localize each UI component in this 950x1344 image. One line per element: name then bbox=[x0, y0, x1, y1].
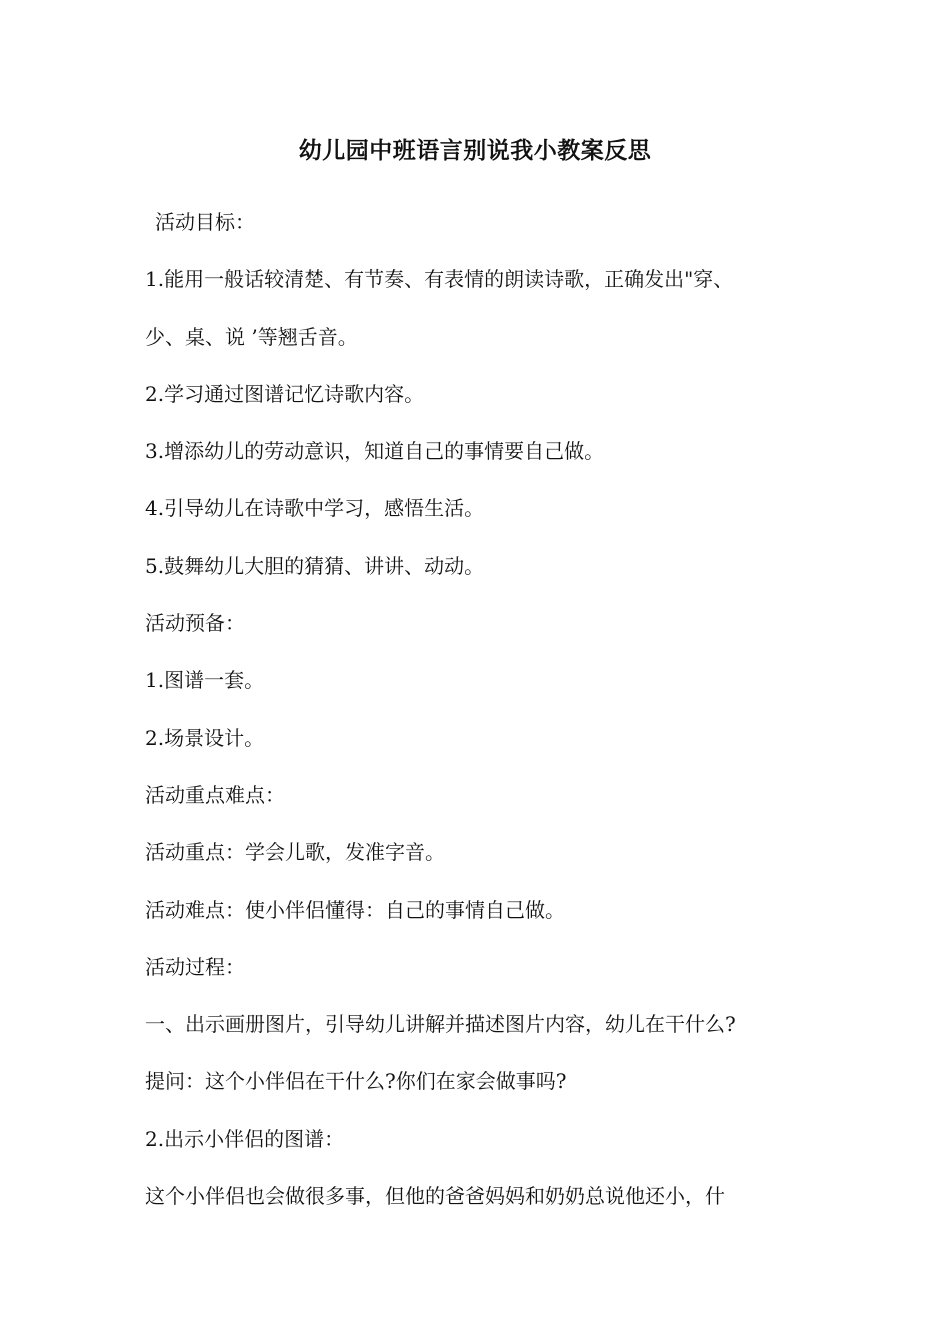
text-line: 1.能用一般话较清楚、有节奏、有表情的朗读诗歌，正确发出"穿、 bbox=[145, 267, 734, 292]
text-line: 活动难点：使小伴侣懂得：自己的事情自己做。 bbox=[145, 897, 565, 922]
document-body bbox=[145, 205, 815, 1236]
text-line: 活动目标： bbox=[155, 210, 255, 234]
text-line: 2.出示小伴侣的图谱： bbox=[145, 1126, 345, 1151]
text-line: 3.增添幼儿的劳动意识，知道自己的事情要自己做。 bbox=[145, 439, 605, 464]
text-line: 5.鼓舞幼儿大胆的猜猜、讲讲、动动。 bbox=[145, 553, 485, 578]
text-line: 活动预备： bbox=[145, 611, 245, 636]
text-line: 2.学习通过图谱记忆诗歌内容。 bbox=[145, 381, 425, 406]
text-line: 4.引导幼儿在诗歌中学习，感悟生活。 bbox=[145, 496, 485, 521]
text-line: 活动重点难点： bbox=[145, 782, 285, 807]
document-title: 幼儿园中班语言别说我小教案反思 bbox=[298, 138, 652, 164]
text-line: 这个小伴侣也会做很多事，但他的爸爸妈妈和奶奶总说他还小，什 bbox=[145, 1184, 725, 1209]
text-line: 少、桌、说 ’等翘舌音。 bbox=[145, 324, 358, 349]
text-line: 活动重点：学会儿歌，发准字音。 bbox=[145, 840, 445, 865]
text-line: 1.图谱一套。 bbox=[145, 668, 265, 693]
text-line: 2.场景设计。 bbox=[145, 725, 265, 750]
text-line: 活动过程： bbox=[145, 954, 245, 979]
text-line: 提问：这个小伴侣在干什么?你们在家会做事吗? bbox=[145, 1069, 567, 1094]
text-line: 一、出示画册图片，引导幼儿讲解并描述图片内容，幼儿在干什么? bbox=[145, 1012, 736, 1037]
